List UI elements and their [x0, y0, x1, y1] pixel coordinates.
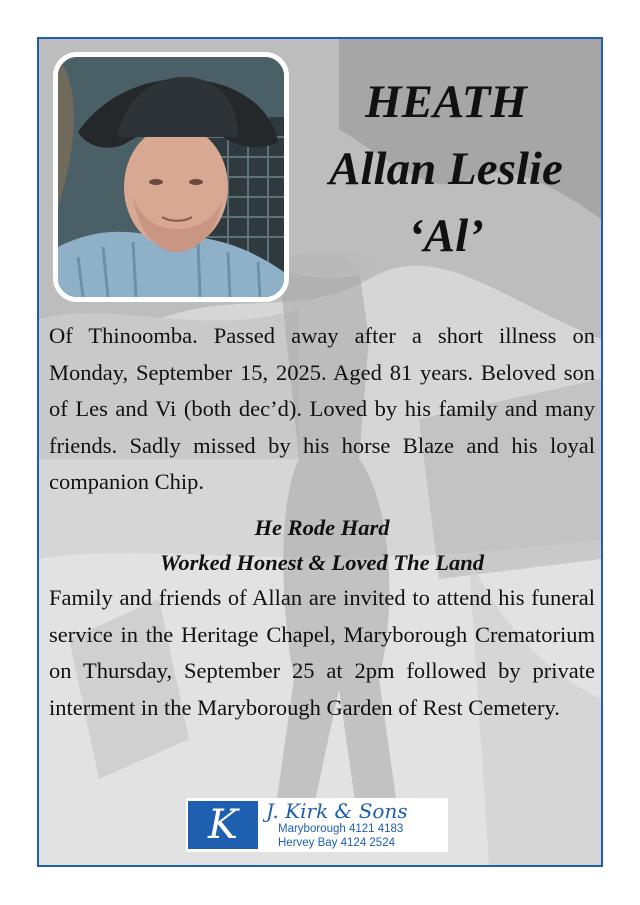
- logo-text: [266, 800, 408, 850]
- funeral-director-logo: [186, 798, 448, 852]
- phone-maryborough: Maryborough 4121 4183: [278, 823, 404, 835]
- phone-hervey-bay: Hervey Bay 4124 2524: [278, 837, 395, 849]
- given-names: Allan Leslie: [329, 143, 563, 195]
- funeral-director-name: J. Kirk & Sons: [266, 799, 408, 823]
- verse: [49, 510, 595, 580]
- funeral-details-paragraph: Family and friends of Allan are invited to attend his funeral service in the Heritage Chapel, Maryborough Crematorium on Thursday, September 25 at 2pm followed by private interment in the Maryborough Garden of Rest Cemetery.: [49, 585, 595, 720]
- verse-line-2: Worked Honest & Loved The Land: [160, 550, 484, 575]
- portrait-photo: [53, 52, 289, 302]
- notice-frame: [37, 37, 603, 867]
- logo-mark: [188, 801, 258, 849]
- logo-letter: K: [208, 802, 238, 848]
- obituary-paragraph: Of Thinoomba. Passed away after a short illness on Monday, September 15, 2025. Aged 81 years. Beloved son of Les and Vi (both dec’d). Loved by his family and many friends. Sadly missed by his horse Blaze and his loyal companion Chip.: [49, 323, 595, 494]
- surname: HEATH: [365, 76, 527, 128]
- verse-line-1: He Rode Hard: [254, 515, 390, 540]
- nickname: ‘Al’: [408, 210, 484, 262]
- title-block: [301, 76, 591, 280]
